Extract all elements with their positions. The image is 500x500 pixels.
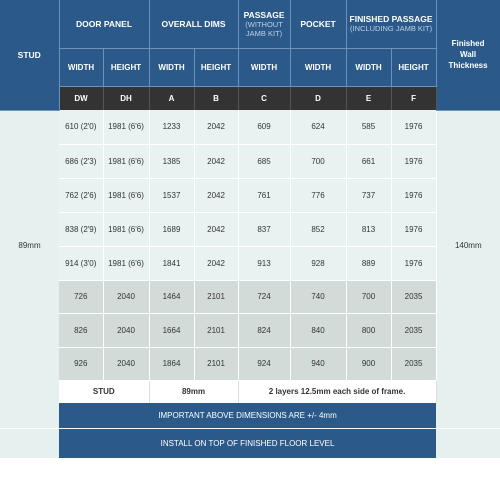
finished-wall-thickness-header: Finished Wall Thickness bbox=[436, 0, 500, 110]
pocket-header: POCKET bbox=[290, 0, 346, 48]
table-cell: 2040 bbox=[103, 280, 149, 313]
table-row bbox=[0, 212, 500, 246]
door-height-header: HEIGHT bbox=[103, 48, 149, 86]
table-cell: 1981 (6'6) bbox=[103, 144, 149, 178]
table-cell: 826 bbox=[59, 313, 103, 347]
table-cell: 837 bbox=[238, 212, 290, 246]
table-cell: 824 bbox=[238, 313, 290, 347]
table-cell: 889 bbox=[346, 246, 391, 280]
table-cell: 685 bbox=[238, 144, 290, 178]
code-row bbox=[0, 86, 500, 110]
table-cell: 761 bbox=[238, 178, 290, 212]
note-side-right bbox=[436, 428, 500, 458]
table-cell: 1981 (6'6) bbox=[103, 178, 149, 212]
code-b: B bbox=[194, 86, 238, 110]
table-cell: 724 bbox=[238, 280, 290, 313]
code-a: A bbox=[149, 86, 194, 110]
table-cell: 840 bbox=[290, 313, 346, 347]
table-cell: 838 (2'9) bbox=[59, 212, 103, 246]
code-dw: DW bbox=[59, 86, 103, 110]
table-cell: 2040 bbox=[103, 347, 149, 380]
stud-value: 89mm bbox=[0, 110, 59, 380]
table-cell: 686 (2'3) bbox=[59, 144, 103, 178]
table-cell: 1464 bbox=[149, 280, 194, 313]
table-cell: 2042 bbox=[194, 144, 238, 178]
table-cell: 2035 bbox=[391, 347, 436, 380]
pocket-width-header: WIDTH bbox=[290, 48, 346, 86]
table-row bbox=[0, 246, 500, 280]
table-cell: 2101 bbox=[194, 313, 238, 347]
table-cell: 1981 (6'6) bbox=[103, 110, 149, 144]
finished-passage-label: FINISHED PASSAGE bbox=[349, 14, 433, 25]
table-cell: 2042 bbox=[194, 212, 238, 246]
code-d: D bbox=[290, 86, 346, 110]
summary-stud-label: STUD bbox=[59, 380, 149, 403]
table-cell: 1976 bbox=[391, 110, 436, 144]
table-cell: 1981 (6'6) bbox=[103, 212, 149, 246]
finished-wall-value: 140mm bbox=[436, 110, 500, 380]
code-f: F bbox=[391, 86, 436, 110]
table-cell: 914 (3'0) bbox=[59, 246, 103, 280]
door-width-header: WIDTH bbox=[59, 48, 103, 86]
passage-label: PASSAGE bbox=[243, 9, 285, 20]
summary-layers: 2 layers 12.5mm each side of frame. bbox=[238, 380, 436, 403]
table-cell: 928 bbox=[290, 246, 346, 280]
table-cell: 2101 bbox=[194, 280, 238, 313]
table-cell: 1976 bbox=[391, 246, 436, 280]
table-cell: 2035 bbox=[391, 313, 436, 347]
table-cell: 813 bbox=[346, 212, 391, 246]
dimensions-tolerance-note: IMPORTANT ABOVE DIMENSIONS ARE +/- 4mm bbox=[59, 403, 436, 428]
finished-passage-note: (INCLUDING JAMB KIT) bbox=[349, 24, 433, 34]
table-cell: 852 bbox=[290, 212, 346, 246]
code-c: C bbox=[238, 86, 290, 110]
table-cell: 1233 bbox=[149, 110, 194, 144]
summary-side-right bbox=[436, 380, 500, 403]
table-row bbox=[0, 347, 500, 380]
table-cell: 624 bbox=[290, 110, 346, 144]
note-side-left bbox=[0, 403, 59, 428]
passage-note: (WITHOUT JAMB KIT) bbox=[245, 19, 283, 38]
summary-row bbox=[0, 380, 500, 403]
table-cell: 661 bbox=[346, 144, 391, 178]
overall-width-header: WIDTH bbox=[149, 48, 194, 86]
finished-passage-header bbox=[346, 0, 436, 48]
table-cell: 700 bbox=[290, 144, 346, 178]
table-cell: 2040 bbox=[103, 313, 149, 347]
overall-dims-header: OVERALL DIMS bbox=[149, 0, 238, 48]
table-cell: 1664 bbox=[149, 313, 194, 347]
table-cell: 585 bbox=[346, 110, 391, 144]
header-row-groups bbox=[0, 0, 500, 48]
table-cell: 1841 bbox=[149, 246, 194, 280]
table-cell: 2101 bbox=[194, 347, 238, 380]
table-cell: 924 bbox=[238, 347, 290, 380]
code-e: E bbox=[346, 86, 391, 110]
table-cell: 1537 bbox=[149, 178, 194, 212]
table-cell: 940 bbox=[290, 347, 346, 380]
table-cell: 1689 bbox=[149, 212, 194, 246]
summary-side-left bbox=[0, 380, 59, 403]
note-row-install bbox=[0, 428, 500, 458]
note-side-left bbox=[0, 428, 59, 458]
summary-stud-value: 89mm bbox=[149, 380, 238, 403]
table-cell: 2042 bbox=[194, 178, 238, 212]
table-cell: 762 (2'6) bbox=[59, 178, 103, 212]
table-cell: 2035 bbox=[391, 280, 436, 313]
table-cell: 1976 bbox=[391, 178, 436, 212]
table-cell: 1981 (6'6) bbox=[103, 246, 149, 280]
table-cell: 776 bbox=[290, 178, 346, 212]
code-dh: DH bbox=[103, 86, 149, 110]
passage-width-header: WIDTH bbox=[238, 48, 290, 86]
table-row bbox=[0, 110, 500, 144]
table-cell: 1385 bbox=[149, 144, 194, 178]
door-panel-header: DOOR PANEL bbox=[59, 0, 149, 48]
table-cell: 2042 bbox=[194, 246, 238, 280]
overall-height-header: HEIGHT bbox=[194, 48, 238, 86]
install-note: INSTALL ON TOP OF FINISHED FLOOR LEVEL bbox=[59, 428, 436, 458]
table-cell: 913 bbox=[238, 246, 290, 280]
table-row bbox=[0, 144, 500, 178]
table-cell: 700 bbox=[346, 280, 391, 313]
finished-width-header: WIDTH bbox=[346, 48, 391, 86]
table-cell: 900 bbox=[346, 347, 391, 380]
table-row bbox=[0, 280, 500, 313]
table-row bbox=[0, 313, 500, 347]
table-cell: 740 bbox=[290, 280, 346, 313]
table-cell: 1976 bbox=[391, 144, 436, 178]
finished-height-header: HEIGHT bbox=[391, 48, 436, 86]
table-cell: 2042 bbox=[194, 110, 238, 144]
table-cell: 926 bbox=[59, 347, 103, 380]
table-cell: 1864 bbox=[149, 347, 194, 380]
table-cell: 610 (2'0) bbox=[59, 110, 103, 144]
table-cell: 726 bbox=[59, 280, 103, 313]
note-side-right bbox=[436, 403, 500, 428]
table-cell: 609 bbox=[238, 110, 290, 144]
passage-header bbox=[238, 0, 290, 48]
note-row-dimensions bbox=[0, 403, 500, 428]
header-row-subcolumns bbox=[0, 48, 500, 86]
table-cell: 1976 bbox=[391, 212, 436, 246]
table-cell: 737 bbox=[346, 178, 391, 212]
table-row bbox=[0, 178, 500, 212]
stud-header: STUD bbox=[0, 0, 59, 110]
table-cell: 800 bbox=[346, 313, 391, 347]
